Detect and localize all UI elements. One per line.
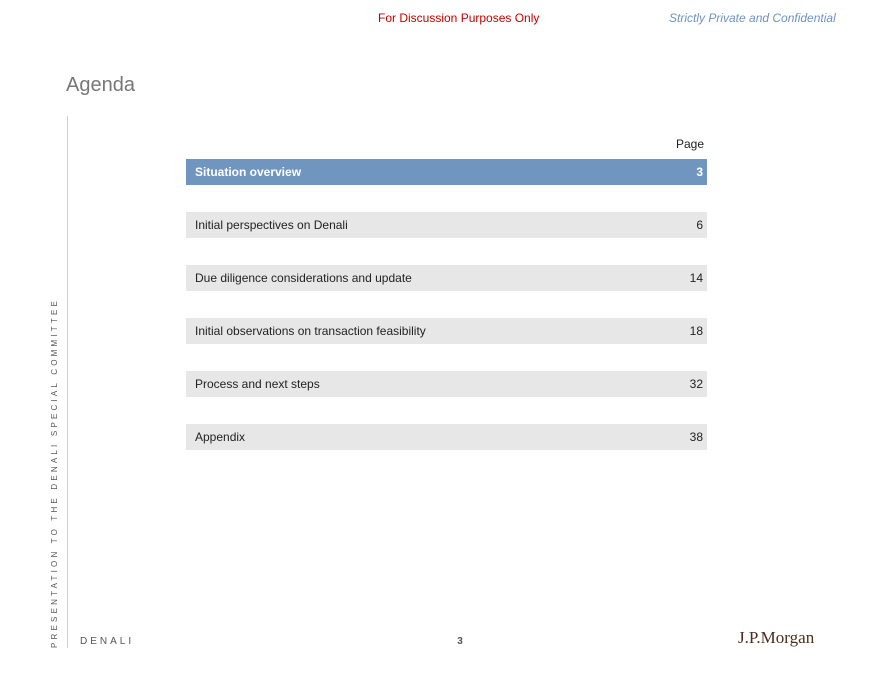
agenda-item-process-next-steps[interactable] [186, 371, 707, 397]
agenda-item-label: Appendix [195, 430, 246, 444]
agenda-item-page: 3 [696, 165, 703, 179]
agenda-item-label: Initial perspectives on Denali [195, 218, 348, 232]
sidebar-presentation-label: PRESENTATION TO THE DENALI SPECIAL COMMITTEE [50, 297, 59, 648]
agenda-item-page: 18 [689, 324, 703, 338]
agenda-item-page: 32 [689, 377, 703, 391]
confidential-notice: Strictly Private and Confidential [669, 11, 836, 25]
agenda-item-page: 38 [689, 430, 703, 444]
agenda-item-appendix[interactable] [186, 424, 707, 450]
footer-page-number: 3 [457, 636, 463, 647]
agenda-item-page: 14 [689, 271, 703, 285]
jpmorgan-logo: J.P.Morgan [738, 628, 815, 647]
agenda-item-page: 6 [696, 218, 703, 232]
agenda-item-due-diligence[interactable] [186, 265, 707, 291]
agenda-item-label: Initial observations on transaction feasibility [195, 324, 426, 338]
agenda-item-label: Process and next steps [195, 377, 320, 391]
agenda-item-label: Situation overview [195, 165, 302, 179]
agenda-item-label: Due diligence considerations and update [195, 271, 412, 285]
page-column-header: Page [675, 137, 704, 151]
agenda-item-initial-perspectives[interactable] [186, 212, 707, 238]
sidebar-divider [67, 116, 68, 648]
page-title: Agenda [66, 74, 135, 96]
discussion-notice: For Discussion Purposes Only [378, 11, 540, 25]
footer-project-name: DENALI [80, 636, 135, 647]
agenda-item-situation-overview[interactable] [186, 159, 707, 185]
agenda-item-transaction-feasibility[interactable] [186, 318, 707, 344]
